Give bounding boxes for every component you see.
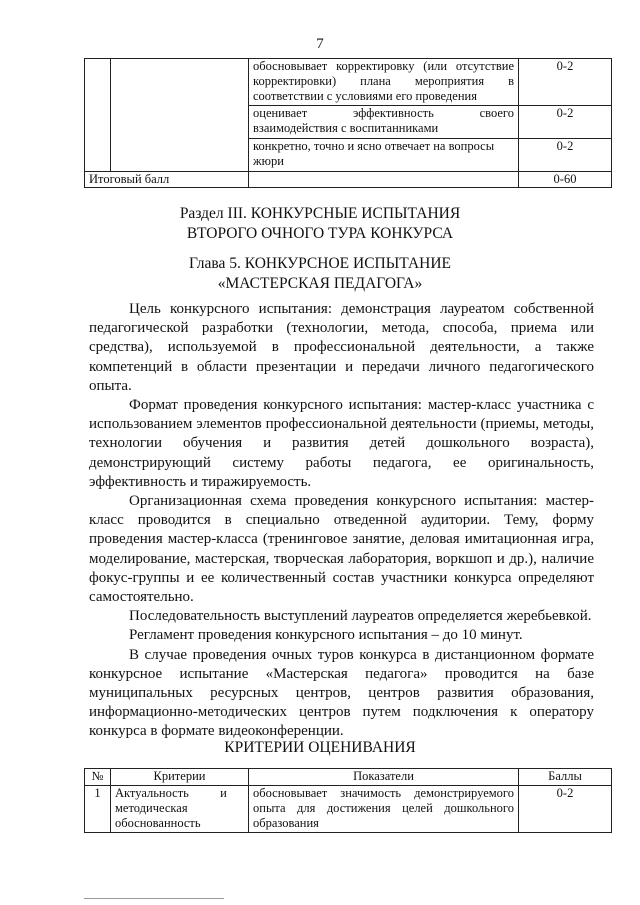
paragraph-goal: Цель конкурсного испытания: демонстрация лауреатом собственной педагогической разработки (технологии, метода, способа, приема или средства), используемой в профессиональной деятельности, а также компетенций в области презентации и передачи личного педагогического опыта. (89, 301, 594, 394)
indicator-cell: обосновывает корректировку (или отсутствие корректировки) плана мероприятия в соответствии с условиями его проведения (249, 59, 519, 106)
indicator-cell: оценивает эффективность своего взаимодействия с воспитанниками (249, 106, 519, 139)
score-cell: 0-2 (519, 139, 612, 172)
row-number: 1 (85, 786, 111, 833)
chapter-heading: Глава 5. КОНКУРСНОЕ ИСПЫТАНИЕ «МАСТЕРСКАЯ ПЕДАГОГА» (189, 255, 451, 292)
page-number: 7 (316, 36, 324, 52)
column-header: Баллы (519, 769, 612, 786)
criteria-title: КРИТЕРИИ ОЦЕНИВАНИЯ (224, 739, 416, 756)
score-cell: 0-2 (519, 106, 612, 139)
table-row (85, 59, 612, 106)
section-heading: Раздел III. КОНКУРСНЫЕ ИСПЫТАНИЯ ВТОРОГО ОЧНОГО ТУРА КОНКУРСА (179, 205, 461, 242)
top-criteria-table (84, 58, 612, 188)
paragraph-remote: В случае проведения очных туров конкурса в дистанционном формате конкурсное испытание «Мастерская педагога» проводится на базе муниципальных ресурсных центров, центров развития образования, информационно-методических центров путем подключения к оператору конкурса в формате видеоконференции. (89, 646, 594, 740)
total-score: 0-60 (519, 172, 612, 188)
table-row (85, 786, 612, 833)
paragraph-time-limit: Регламент проведения конкурсного испытания – до 10 минут. (129, 627, 523, 644)
table-header-row (85, 769, 612, 786)
paragraph-format: Формат проведения конкурсного испытания: мастер-класс участника с использованием элементов профессиональной деятельности (приемы, методы, технологии обучения и развития детей дошкольного возраста), демонстрирующий систему работы педагога, ее оригинальность, эффективность и тиражируемость. (89, 397, 594, 490)
total-row (85, 172, 612, 188)
criteria-table (84, 768, 612, 833)
body-text (89, 300, 594, 742)
score-cell: 0-2 (519, 59, 612, 106)
criterion-cell: Актуальность и методическая обоснованность (111, 786, 249, 833)
column-header: Показатели (249, 769, 519, 786)
column-header: Критерии (111, 769, 249, 786)
paragraph-scheme: Организационная схема проведения конкурсного испытания: мастер-класс проводится в специально отведенной аудитории. Тему, форму проведения мастер-класса (тренинговое занятие, деловая имитационная игра, моделирование, мастерская, творческая лаборатория, воркшоп и др.), наличие фокус-группы и ее количественный состав участники конкурса определяют самостоятельно. (89, 493, 594, 606)
footnote-divider (84, 898, 224, 899)
indicator-cell: конкретно, точно и ясно отвечает на вопросы жюри (249, 139, 519, 172)
total-label: Итоговый балл (85, 172, 249, 188)
column-header: № (85, 769, 111, 786)
indicator-cell: обосновывает значимость демонстрируемого опыта для достижения целей дошкольного образования (249, 786, 519, 833)
score-cell: 0-2 (519, 786, 612, 833)
paragraph-order: Последовательность выступлений лауреатов определяется жеребьевкой. (129, 608, 592, 625)
